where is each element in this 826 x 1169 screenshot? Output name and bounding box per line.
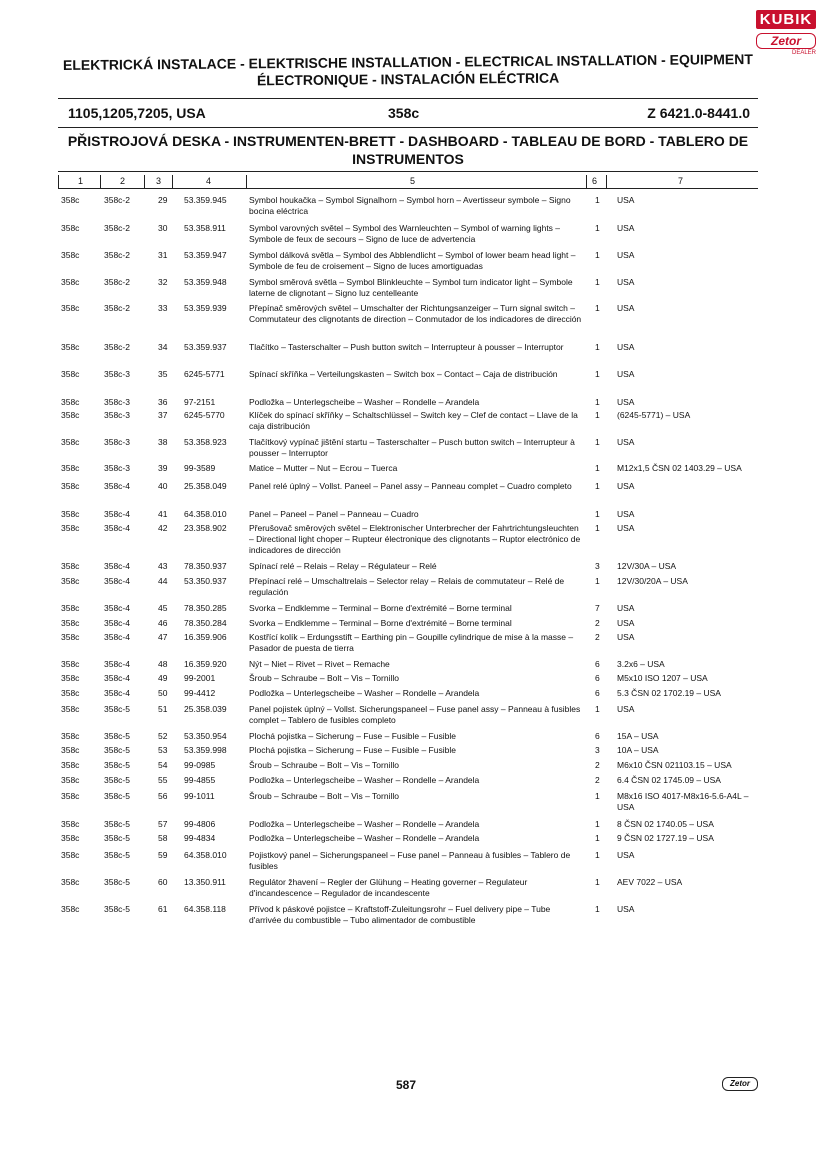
cell-quantity: 1: [595, 850, 600, 860]
cell-position: 42: [158, 523, 168, 533]
cell-part-number: 78.350.285: [184, 603, 227, 613]
cell-note: (6245-5771) – USA: [617, 410, 691, 420]
cell-part-number: 23.358.902: [184, 523, 227, 533]
cell-part-number: 99-4806: [184, 819, 216, 829]
cell-figure: 358c-4: [104, 509, 130, 519]
cell-group: 358c: [61, 369, 80, 379]
cell-position: 53: [158, 745, 168, 755]
cell-position: 29: [158, 195, 168, 205]
cell-quantity: 1: [595, 904, 600, 914]
cell-note: USA: [617, 618, 635, 628]
cell-part-number: 53.350.937: [184, 576, 227, 586]
cell-note: 8 ČSN 02 1740.05 – USA: [617, 819, 714, 829]
cell-description: Tlačítkový vypínač jištění startu – Tasterschalter – Pusch button switch – Interrupteur à pousser – Interruptor: [249, 437, 575, 458]
cell-part-number: 25.358.039: [184, 704, 227, 714]
cell-figure: 358c-5: [104, 775, 130, 785]
cell-quantity: 6: [595, 688, 600, 698]
document-title: [60, 51, 756, 91]
cell-group: 358c: [61, 397, 80, 407]
cell-note: M12x1,5 ČSN 02 1403.29 – USA: [617, 463, 742, 473]
cell-position: 37: [158, 410, 168, 420]
cell-figure: 358c-4: [104, 523, 130, 533]
cell-figure: 358c-5: [104, 833, 130, 843]
cell-group: 358c: [61, 731, 80, 741]
cell-note: 5.3 ČSN 02 1702.19 – USA: [617, 688, 721, 698]
cell-part-number: 99-2001: [184, 673, 216, 683]
cell-part-number: 53.358.911: [184, 223, 226, 233]
cell-description: Přepínač směrových světel – Umschalter der Richtungsanzeiger – Turn signal switch – Commutateur des clignotants de direction – Conmutador de los indicadores de dirección: [249, 303, 582, 324]
cell-figure: 358c-3: [104, 463, 130, 473]
cell-group: 358c: [61, 819, 80, 829]
cell-quantity: 1: [595, 576, 600, 586]
cell-figure: 358c-2: [104, 250, 130, 260]
cell-note: USA: [617, 632, 635, 642]
cell-note: USA: [617, 195, 635, 205]
cell-part-number: 25.358.049: [184, 481, 227, 491]
cell-note: USA: [617, 850, 635, 860]
cell-group: 358c: [61, 481, 80, 491]
cell-position: 52: [158, 731, 168, 741]
cell-position: 30: [158, 223, 168, 233]
title-line-1: ELEKTRICKÁ INSTALACE - ELEKTRISCHE INSTALLATION - ELECTRICAL INSTALLATION - EQUIPMENT: [62, 50, 753, 74]
cell-part-number: 78.350.937: [184, 561, 227, 571]
cell-note: USA: [617, 303, 635, 313]
cell-figure: 358c-3: [104, 369, 130, 379]
cell-group: 358c: [61, 303, 80, 313]
zetor-footer-logo: Zetor: [722, 1077, 758, 1091]
section-line-1: PŘISTROJOVÁ DESKA - INSTRUMENTEN-BRETT - DASHBOARD - TABLEAU DE BORD - TABLERO DE: [67, 133, 749, 149]
cell-part-number: 6245-5770: [184, 410, 225, 420]
cell-description: Tlačítko – Tasterschalter – Push button switch – Interrupteur à pousser – Interruptor: [249, 342, 564, 352]
cell-figure: 358c-5: [104, 731, 130, 741]
cell-quantity: 3: [595, 561, 600, 571]
cell-position: 58: [158, 833, 168, 843]
cell-note: USA: [617, 250, 635, 260]
cell-note: USA: [617, 481, 635, 491]
cell-quantity: 6: [595, 673, 600, 683]
cell-figure: 358c-3: [104, 437, 130, 447]
cell-description: Podložka – Unterlegscheibe – Washer – Rondelle – Arandela: [249, 397, 480, 407]
cell-quantity: 1: [595, 369, 600, 379]
cell-position: 57: [158, 819, 168, 829]
cell-part-number: 99-4412: [184, 688, 216, 698]
cell-part-number: 53.359.945: [184, 195, 227, 205]
cell-figure: 358c-4: [104, 561, 130, 571]
cell-note: AEV 7022 – USA: [617, 877, 683, 887]
cell-position: 35: [158, 369, 168, 379]
info-bar: [58, 98, 758, 128]
cell-group: 358c: [61, 277, 80, 287]
cell-quantity: 1: [595, 523, 600, 533]
cell-position: 60: [158, 877, 168, 887]
cell-description: Symbol směrová světla – Symbol Blinkleuchte – Symbol turn indicator light – Symbole laterne de clignotant – Signo luz centelleante: [249, 277, 573, 298]
cell-description: Plochá pojistka – Sicherung – Fuse – Fusible – Fusible: [249, 731, 456, 741]
cell-note: 10A – USA: [617, 745, 659, 755]
cell-description: Nýt – Niet – Rivet – Rivet – Remache: [249, 659, 390, 669]
cell-quantity: 1: [595, 277, 600, 287]
kubik-wordmark: KUBIK: [756, 10, 816, 29]
cell-description: Regulátor žhavení – Regler der Glühung – Heating governer – Regulateur d'incandescence – Regulador de incandescente: [249, 877, 528, 898]
cell-figure: 358c-3: [104, 410, 130, 420]
cell-group: 358c: [61, 904, 80, 914]
cell-position: 55: [158, 775, 168, 785]
cell-figure: 358c-2: [104, 303, 130, 313]
cell-position: 47: [158, 632, 168, 642]
cell-figure: 358c-4: [104, 603, 130, 613]
cell-part-number: 53.359.998: [184, 745, 227, 755]
cell-note: USA: [617, 342, 635, 352]
cell-note: 12V/30/20A – USA: [617, 576, 688, 586]
cell-position: 36: [158, 397, 168, 407]
cell-part-number: 99-1011: [184, 791, 215, 801]
cell-figure: 358c-2: [104, 223, 130, 233]
column-header-7: 7: [678, 176, 684, 186]
cell-figure: 358c-2: [104, 195, 130, 205]
cell-position: 48: [158, 659, 168, 669]
cell-figure: 358c-5: [104, 877, 130, 887]
cell-description: Přepínací relé – Umschaltrelais – Selector relay – Relais de commutateur – Relé de regulación: [249, 576, 565, 597]
cell-description: Šroub – Schraube – Bolt – Vis – Tornillo: [249, 760, 399, 770]
cell-position: 38: [158, 437, 168, 447]
cell-description: Svorka – Endklemme – Terminal – Borne d'extrémité – Borne terminal: [249, 603, 512, 613]
cell-part-number: 53.359.939: [184, 303, 227, 313]
cell-description: Panel relé úplný – Vollst. Paneel – Panel assy – Panneau complet – Cuadro completo: [249, 481, 572, 491]
cell-quantity: 1: [595, 877, 600, 887]
cell-position: 46: [158, 618, 168, 628]
cell-quantity: 7: [595, 603, 600, 613]
cell-group: 358c: [61, 195, 80, 205]
cell-quantity: 1: [595, 195, 600, 205]
group-code: 358c: [388, 105, 420, 121]
cell-description: Podložka – Unterlegscheibe – Washer – Rondelle – Arandela: [249, 833, 480, 843]
cell-note: USA: [617, 704, 635, 714]
cell-note: 6.4 ČSN 02 1745.09 – USA: [617, 775, 721, 785]
cell-figure: 358c-5: [104, 745, 130, 755]
cell-part-number: 53.359.947: [184, 250, 227, 260]
cell-note: USA: [617, 369, 635, 379]
cell-position: 44: [158, 576, 168, 586]
cell-quantity: 1: [595, 819, 600, 829]
cell-figure: 358c-4: [104, 673, 130, 683]
cell-part-number: 16.359.906: [184, 632, 227, 642]
column-header-3: 3: [156, 176, 162, 186]
dealer-label: DEALER: [791, 50, 816, 56]
cell-figure: 358c-5: [104, 791, 130, 801]
cell-position: 41: [158, 509, 168, 519]
cell-figure: 358c-5: [104, 904, 130, 914]
cell-description: Podložka – Unterlegscheibe – Washer – Rondelle – Arandela: [249, 688, 480, 698]
cell-note: M6x10 ČSN 021103.15 – USA: [617, 760, 732, 770]
cell-part-number: 64.358.118: [184, 904, 226, 914]
column-header-4: 4: [206, 176, 212, 186]
cell-position: 31: [158, 250, 168, 260]
cell-quantity: 1: [595, 342, 600, 352]
cell-position: 34: [158, 342, 168, 352]
cell-note: USA: [617, 397, 635, 407]
cell-quantity: 1: [595, 437, 600, 447]
cell-note: USA: [617, 509, 635, 519]
cell-note: USA: [617, 277, 635, 287]
cell-group: 358c: [61, 437, 80, 447]
cell-note: USA: [617, 223, 635, 233]
cell-group: 358c: [61, 673, 80, 683]
cell-quantity: 6: [595, 731, 600, 741]
cell-figure: 358c-5: [104, 760, 130, 770]
cell-group: 358c: [61, 603, 80, 613]
column-header-6: 6: [592, 176, 598, 186]
cell-quantity: 2: [595, 775, 600, 785]
title-line-2: ÉLECTRONIQUE - INSTALACIÓN ELÉCTRICA: [256, 69, 560, 89]
cell-note: 9 ČSN 02 1727.19 – USA: [617, 833, 714, 843]
cell-position: 32: [158, 277, 168, 287]
cell-position: 33: [158, 303, 168, 313]
cell-position: 40: [158, 481, 168, 491]
cell-figure: 358c-2: [104, 277, 130, 287]
cell-group: 358c: [61, 223, 80, 233]
cell-part-number: 53.350.954: [184, 731, 227, 741]
cell-note: 3.2x6 – USA: [617, 659, 665, 669]
cell-description: Šroub – Schraube – Bolt – Vis – Tornillo: [249, 791, 399, 801]
cell-description: Spínací relé – Relais – Relay – Régulateur – Relé: [249, 561, 437, 571]
cell-quantity: 3: [595, 745, 600, 755]
model-list: 1105,1205,7205, USA: [68, 105, 206, 121]
cell-group: 358c: [61, 704, 80, 714]
column-header-2: 2: [120, 176, 126, 186]
cell-note: 12V/30A – USA: [617, 561, 677, 571]
cell-part-number: 97-2151: [184, 397, 216, 407]
cell-quantity: 1: [595, 833, 600, 843]
cell-part-number: 53.359.937: [184, 342, 227, 352]
cell-figure: 358c-4: [104, 632, 130, 642]
cell-quantity: 2: [595, 618, 600, 628]
cell-quantity: 1: [595, 463, 600, 473]
cell-note: M8x16 ISO 4017-M8x16-5.6-A4L – USA: [617, 791, 749, 812]
reference-number: Z 6421.0-8441.0: [647, 105, 750, 121]
cell-position: 61: [158, 904, 168, 914]
cell-position: 54: [158, 760, 168, 770]
cell-quantity: 1: [595, 410, 600, 420]
cell-part-number: 99-3589: [184, 463, 216, 473]
cell-description: Symbol dálková světla – Symbol des Abblendlicht – Symbol of lower beam head light – Symbole de feu de croisement – Signo de luces amortiguadas: [249, 250, 576, 271]
cell-quantity: 6: [595, 659, 600, 669]
cell-position: 50: [158, 688, 168, 698]
column-header-1: 1: [78, 176, 84, 186]
cell-group: 358c: [61, 659, 80, 669]
cell-figure: 358c-4: [104, 618, 130, 628]
cell-quantity: 1: [595, 303, 600, 313]
cell-description: Panel – Paneel – Panel – Panneau – Cuadro: [249, 509, 419, 519]
cell-quantity: 1: [595, 509, 600, 519]
cell-quantity: 1: [595, 791, 600, 801]
cell-note: 15A – USA: [617, 731, 659, 741]
cell-part-number: 99-4834: [184, 833, 216, 843]
cell-group: 358c: [61, 877, 80, 887]
cell-figure: 358c-2: [104, 342, 130, 352]
section-title: [58, 128, 758, 172]
cell-note: USA: [617, 523, 635, 533]
cell-quantity: 1: [595, 250, 600, 260]
cell-part-number: 53.358.923: [184, 437, 227, 447]
cell-figure: 358c-4: [104, 659, 130, 669]
cell-description: Podložka – Unterlegscheibe – Washer – Rondelle – Arandela: [249, 775, 480, 785]
cell-note: M5x10 ISO 1207 – USA: [617, 673, 708, 683]
cell-position: 56: [158, 791, 168, 801]
cell-part-number: 16.359.920: [184, 659, 227, 669]
cell-description: Matice – Mutter – Nut – Ecrou – Tuerca: [249, 463, 398, 473]
cell-description: Šroub – Schraube – Bolt – Vis – Tornillo: [249, 673, 399, 683]
cell-description: Panel pojistek úplný – Vollst. Sicherungspaneel – Fuse panel assy – Panneau à fusibles complet – Tablero de fusibles completo: [249, 704, 581, 725]
cell-note: USA: [617, 904, 635, 914]
kubik-zetor-logo: [756, 10, 816, 62]
cell-note: USA: [617, 437, 635, 447]
cell-position: 39: [158, 463, 168, 473]
cell-group: 358c: [61, 410, 80, 420]
cell-part-number: 78.350.284: [184, 618, 227, 628]
cell-group: 358c: [61, 745, 80, 755]
page-number: 587: [396, 1078, 417, 1092]
cell-figure: 358c-4: [104, 576, 130, 586]
cell-part-number: 64.358.010: [184, 509, 227, 519]
cell-group: 358c: [61, 760, 80, 770]
cell-part-number: 99-0985: [184, 760, 216, 770]
cell-group: 358c: [61, 775, 80, 785]
cell-position: 49: [158, 673, 168, 683]
cell-description: Pojistkový panel – Sicherungspaneel – Fuse panel – Panneau à fusibles – Tablero de fusibles: [249, 850, 571, 871]
cell-description: Plochá pojistka – Sicherung – Fuse – Fusible – Fusible: [249, 745, 456, 755]
cell-description: Přerušovač směrových světel – Elektronischer Unterbrecher der Fahrtrichtungsleuchten – Directional light choper – Rupteur électronique des clignotants – Ruptor electrónico de indicadores de dirección: [249, 523, 581, 555]
cell-position: 43: [158, 561, 168, 571]
cell-position: 59: [158, 850, 168, 860]
cell-group: 358c: [61, 850, 80, 860]
cell-description: Svorka – Endklemme – Terminal – Borne d'extrémité – Borne terminal: [249, 618, 512, 628]
cell-group: 358c: [61, 791, 80, 801]
cell-figure: 358c-5: [104, 819, 130, 829]
cell-figure: 358c-5: [104, 850, 130, 860]
zetor-wordmark: Zetor: [756, 33, 816, 49]
cell-figure: 358c-5: [104, 704, 130, 714]
cell-description: Symbol houkačka – Symbol Signalhorn – Symbol horn – Avertisseur symbole – Signo bocina eléctrica: [249, 195, 571, 216]
cell-part-number: 99-4855: [184, 775, 216, 785]
cell-group: 358c: [61, 576, 80, 586]
cell-quantity: 1: [595, 704, 600, 714]
cell-group: 358c: [61, 523, 80, 533]
cell-group: 358c: [61, 632, 80, 642]
cell-quantity: 2: [595, 760, 600, 770]
cell-group: 358c: [61, 342, 80, 352]
cell-figure: 358c-4: [104, 688, 130, 698]
cell-description: Klíček do spínací skříňky – Schaltschlüssel – Switch key – Clef de contact – Llave de la caja distribución: [249, 410, 578, 431]
cell-description: Podložka – Unterlegscheibe – Washer – Rondelle – Arandela: [249, 819, 480, 829]
cell-quantity: 1: [595, 481, 600, 491]
cell-description: Symbol varovných světel – Symbol des Warnleuchten – Symbol of warning lights – Symbole de feux de secours – Signo de luce de advertencia: [249, 223, 561, 244]
cell-part-number: 6245-5771: [184, 369, 225, 379]
cell-group: 358c: [61, 561, 80, 571]
cell-group: 358c: [61, 618, 80, 628]
cell-note: USA: [617, 603, 635, 613]
cell-group: 358c: [61, 833, 80, 843]
cell-description: Přívod k páskové pojistce – Kraftstoff-Zuleitungsrohr – Fuel delivery pipe – Tube d'arrivée du combustible – Tubo alimentador de combustible: [249, 904, 551, 925]
cell-group: 358c: [61, 509, 80, 519]
cell-description: Kostřící kolík – Erdungsstift – Earthing pin – Goupille cylindrique de mise à la masse – Pasador de puesta de tierra: [249, 632, 574, 653]
cell-figure: 358c-4: [104, 481, 130, 491]
cell-position: 45: [158, 603, 168, 613]
cell-position: 51: [158, 704, 168, 714]
section-line-2: INSTRUMENTOS: [352, 151, 464, 167]
cell-quantity: 1: [595, 397, 600, 407]
cell-group: 358c: [61, 688, 80, 698]
cell-figure: 358c-3: [104, 397, 130, 407]
cell-description: Spínací skříňka – Verteilungskasten – Switch box – Contact – Caja de distribución: [249, 369, 558, 379]
cell-quantity: 2: [595, 632, 600, 642]
cell-part-number: 13.350.911: [184, 877, 226, 887]
column-header-5: 5: [410, 176, 416, 186]
cell-group: 358c: [61, 250, 80, 260]
cell-part-number: 53.359.948: [184, 277, 227, 287]
cell-group: 358c: [61, 463, 80, 473]
cell-part-number: 64.358.010: [184, 850, 227, 860]
cell-quantity: 1: [595, 223, 600, 233]
